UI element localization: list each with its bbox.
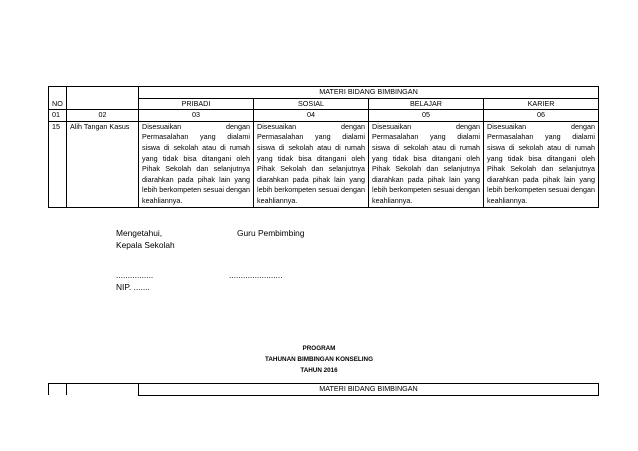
num-02: 02 bbox=[67, 110, 139, 122]
cell-pribadi: Disesuaikan dengan Permasalahan yang dialami siswa di sekolah atau di rumah yang tidak bisa ditangani oleh Pihak Sekolah dan selanjutnya diarahkan pada pihak lain yang lebih berkompeten sesuai dengan keahliannya. bbox=[139, 121, 254, 207]
cell-sosial: Disesuaikan dengan Permasalahan yang dialami siswa di sekolah atau di rumah yang tidak bisa ditangani oleh Pihak Sekolah dan selanjutnya diarahkan pada pihak lain yang lebih berkompeten sesuai dengan keahliannya. bbox=[254, 121, 369, 207]
left-signature-dots: ................ bbox=[116, 270, 154, 280]
program-subtitle: TAHUNAN BIMBINGAN KONSELING bbox=[265, 356, 373, 363]
col-belajar: BELAJAR bbox=[369, 98, 484, 110]
mengetahui-label: Mengetahui, bbox=[116, 228, 163, 238]
cell-belajar: Disesuaikan dengan Permasalahan yang dialami siswa di sekolah atau di rumah yang tidak bisa ditangani oleh Pihak Sekolah dan selanjutnya diarahkan pada pihak lain yang lebih berkompeten sesuai dengan keahliannya. bbox=[369, 121, 484, 207]
row-topic: Alih Tangan Kasus bbox=[67, 121, 139, 207]
table-row bbox=[49, 121, 599, 207]
right-signature-dots: ....................... bbox=[229, 270, 283, 280]
bottom-topic-cell bbox=[67, 384, 139, 396]
col-karier: KARIER bbox=[484, 98, 599, 110]
materi-header: MATERI BIDANG BIMBINGAN bbox=[139, 87, 599, 99]
nip-label: NIP. ....... bbox=[116, 282, 150, 292]
materi-table bbox=[48, 86, 599, 208]
bottom-table bbox=[48, 383, 599, 396]
number-row bbox=[49, 110, 599, 122]
program-title: PROGRAM bbox=[302, 345, 336, 352]
col-pribadi: PRIBADI bbox=[139, 98, 254, 110]
cell-karier: Disesuaikan dengan Permasalahan yang dialami siswa di sekolah atau di rumah yang tidak bisa ditangani oleh Pihak Sekolah dan selanjutnya diarahkan pada pihak lain yang lebih berkompeten sesuai dengan keahliannya. bbox=[484, 121, 599, 207]
bottom-header-row bbox=[49, 384, 599, 396]
guru-pembimbing-label: Guru Pembimbing bbox=[237, 228, 305, 238]
col-sosial: SOSIAL bbox=[254, 98, 369, 110]
program-year: TAHUN 2016 bbox=[300, 367, 338, 374]
num-03: 03 bbox=[139, 110, 254, 122]
num-06: 06 bbox=[484, 110, 599, 122]
num-05: 05 bbox=[369, 110, 484, 122]
num-04: 04 bbox=[254, 110, 369, 122]
topic-header bbox=[67, 87, 139, 110]
bottom-no-cell bbox=[49, 384, 67, 396]
bottom-materi-header: MATERI BIDANG BIMBINGAN bbox=[139, 384, 599, 396]
header-group-row bbox=[49, 87, 599, 99]
no-header: NO bbox=[49, 87, 67, 110]
num-01: 01 bbox=[49, 110, 67, 122]
kepala-sekolah-label: Kepala Sekolah bbox=[116, 240, 175, 250]
row-no: 15 bbox=[49, 121, 67, 207]
